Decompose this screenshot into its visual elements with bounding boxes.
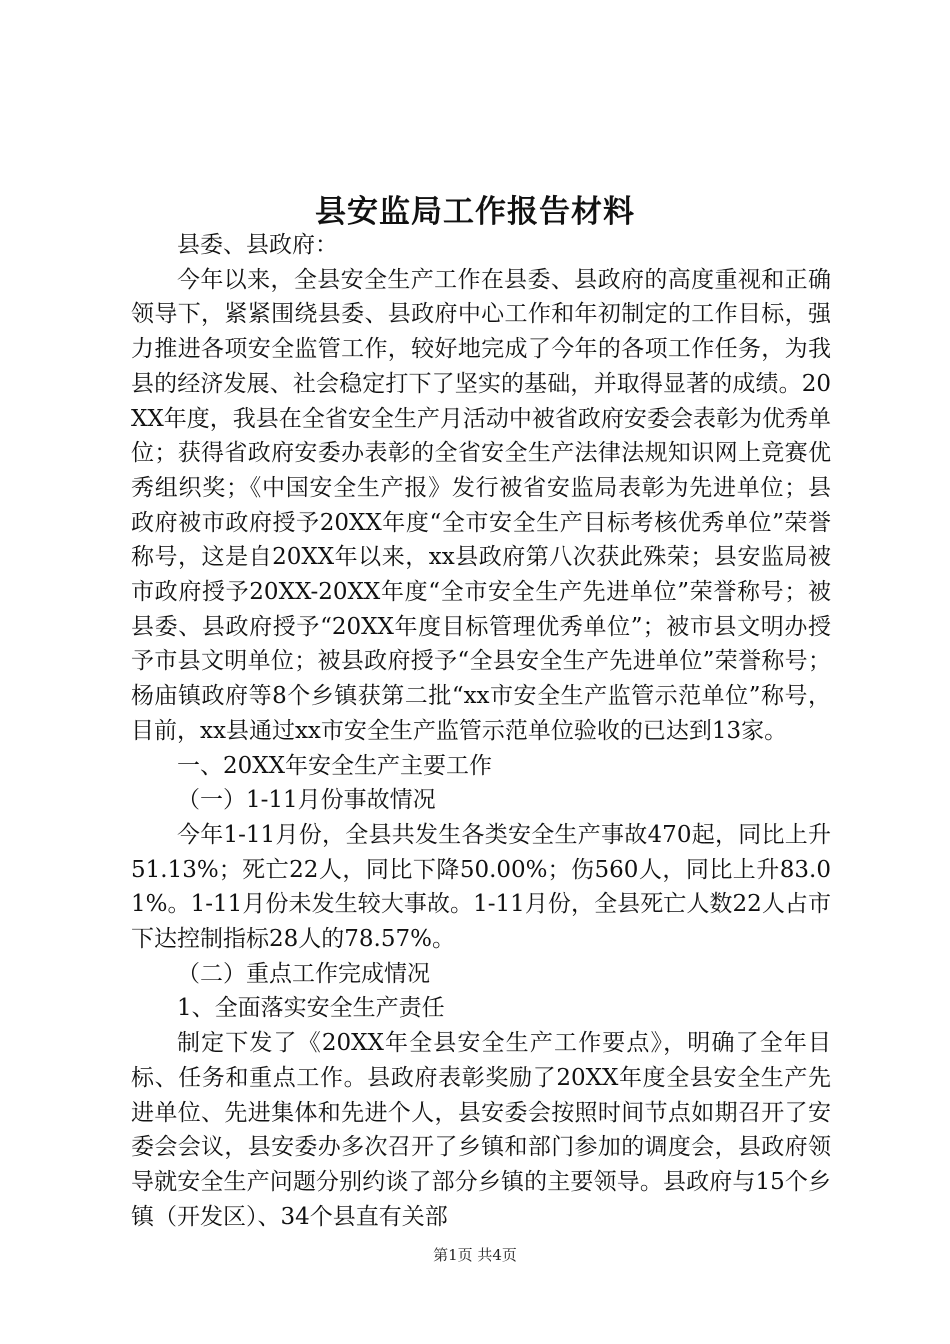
subsection-heading-1: （一）1-11月份事故情况: [177, 787, 436, 814]
salutation: 县委、县政府：: [177, 232, 338, 258]
section-heading-1: 一、20XX年安全生产主要工作: [177, 752, 493, 779]
responsibility-paragraph: 制定下发了《20XX年全县安全生产工作要点》，明确了全年目标、任务和重点工作。县政府表彰奖励了20XX年度全县安全生产先进单位、先进集体和先进个人，县安委会按照时间节点如期召开了安委会会议，县安委办多次召开了乡镇和部门参加的调度会，县政府领导就安全生产问题分别约谈了部分乡镇的主要领导。县政府与15个乡镇（开发区）、34个县直有关部: [131, 1030, 831, 1230]
intro-paragraph: 今年以来，全县安全生产工作在县委、县政府的高度重视和正确领导下，紧紧围绕县委、县政府中心工作和年初制定的工作目标，强力推进各项安全监管工作，较好地完成了今年的各项工作任务，为我县的经济发展、社会稳定打下了坚实的基础，并取得显著的成绩。20XX年度，我县在全省安全生产月活动中被省政府安委会表彰为优秀单位；获得省政府安委办表彰的全省安全生产法律法规知识网上竞赛优秀组织奖；《中国安全生产报》发行被省安监局表彰为先进单位；县政府被市政府授予20XX年度“全市安全生产目标考核优秀单位”荣誉称号，这是自20XX年以来，xx县政府第八次获此殊荣；县安监局被市政府授予20XX-20XX年度“全市安全生产先进单位”荣誉称号；被县委、县政府授予“20XX年度目标管理优秀单位”；被市县文明办授予市县文明单位；被县政府授予“全县安全生产先进单位”荣誉称号；杨庙镇政府等8个乡镇获第二批“xx市安全生产监管示范单位”称号，目前，xx县通过xx市安全生产监管示范单位验收的已达到13家。: [131, 266, 831, 744]
page-footer: 第1页 共4页: [433, 1246, 517, 1264]
document-title: 县安监局工作报告材料: [315, 194, 635, 230]
accident-paragraph: 今年1-11月份，全县共发生各类安全生产事故470起，同比上升51.13%；死亡22人，同比下降50.00%；伤560人，同比上升83.01%。1-11月份未发生较大事故。1-11月份，全县死亡人数22人占市下达控制指标28人的78.57%。: [131, 821, 831, 953]
subsection-heading-2: （二）重点工作完成情况: [177, 960, 430, 987]
item-heading-1: 1、全面落实安全生产责任: [177, 995, 445, 1022]
document-body: [131, 228, 831, 1234]
